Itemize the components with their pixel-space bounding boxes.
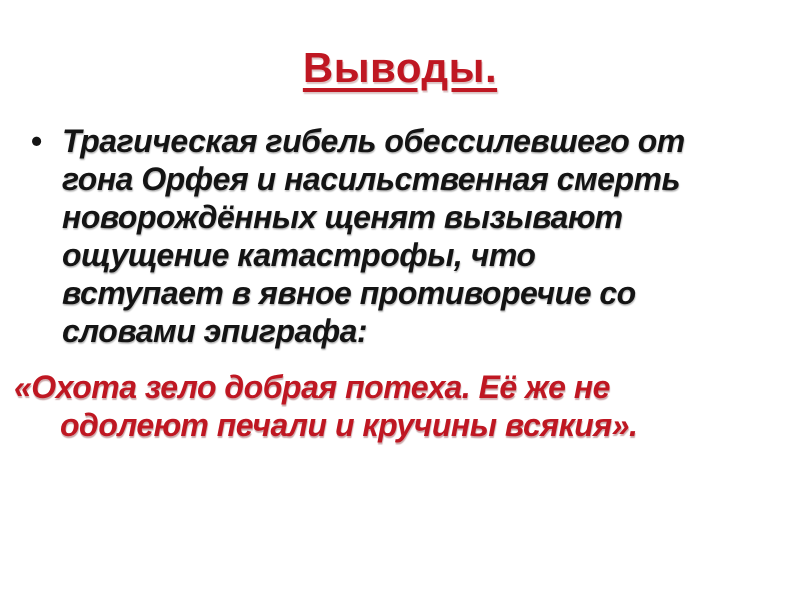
body-line-2: гона Орфея и насильственная смерть bbox=[62, 161, 680, 197]
body-line-6: словами эпиграфа: bbox=[62, 313, 368, 349]
body-line-1: Трагическая гибель обессилевшего от bbox=[62, 123, 685, 159]
body-line-3: новорождённых щенят вызывают bbox=[62, 199, 623, 235]
quote-paragraph bbox=[0, 368, 800, 444]
bullet-paragraph bbox=[0, 122, 800, 350]
body-line-4: ощущение катастрофы, что bbox=[62, 237, 536, 273]
bullet-icon: • bbox=[31, 123, 43, 159]
quote-line-1: «Охота зело добрая потеха. Её же не bbox=[14, 369, 610, 405]
slide-title: Выводы. bbox=[302, 44, 498, 91]
body-line-5: вступает в явное противоречие со bbox=[62, 275, 636, 311]
quote-line-2: одолеют печали и кручины всякия». bbox=[60, 407, 638, 443]
